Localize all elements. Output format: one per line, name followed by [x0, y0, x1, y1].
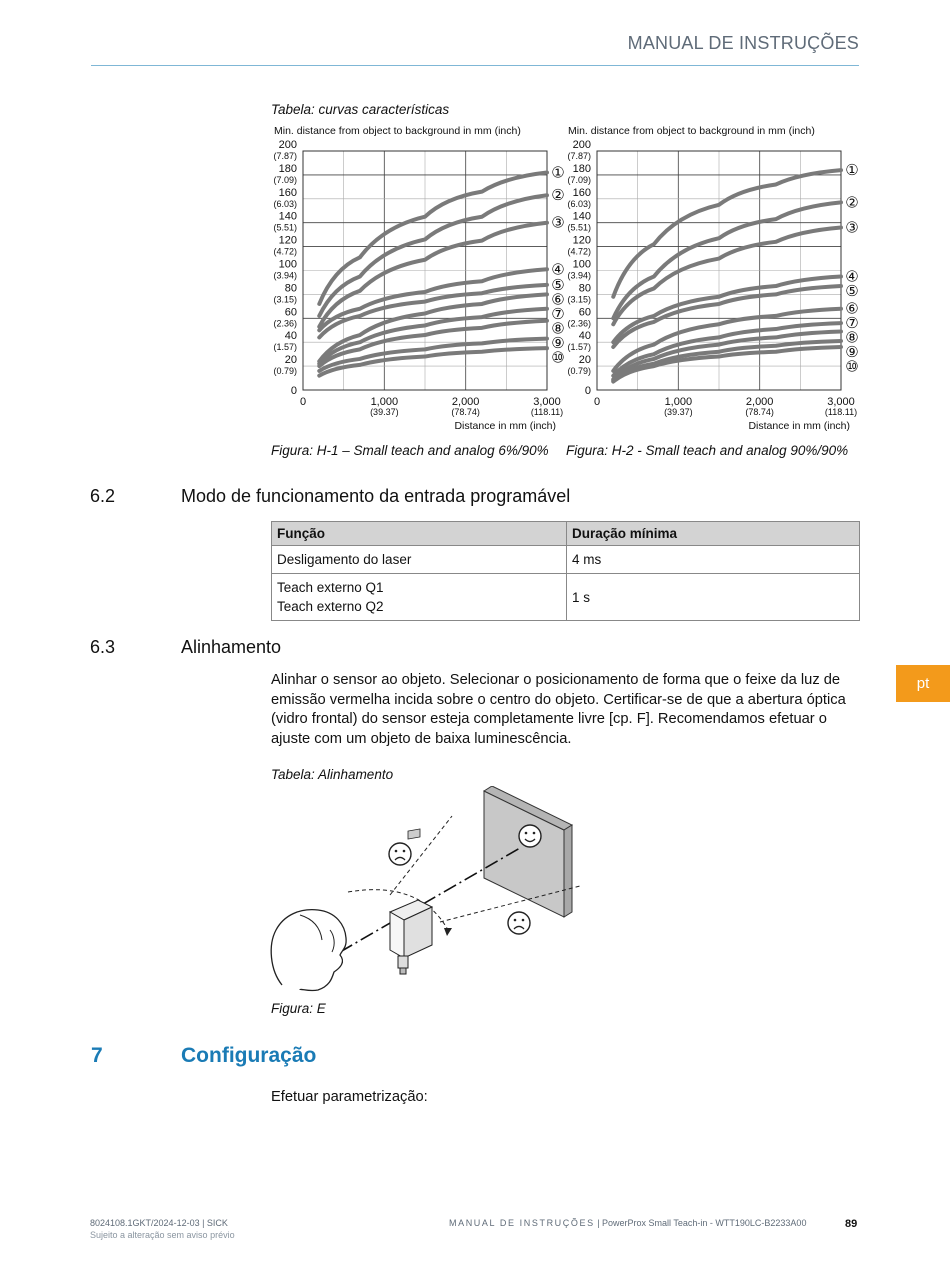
y-tick-inch-label: (5.51) — [273, 222, 297, 233]
y-tick-inch-label: (2.36) — [273, 318, 297, 329]
section-number: 6.3 — [90, 637, 116, 657]
series-label: ⑥ — [845, 300, 859, 318]
x-tick-label: 2,000 — [745, 396, 774, 408]
function-table — [271, 521, 860, 621]
x-tick-label: 1,000 — [370, 396, 399, 408]
y-tick-inch-label: (2.36) — [567, 318, 591, 329]
series-line — [319, 173, 547, 304]
x-tick-label: 1,000 — [664, 396, 693, 408]
table-caption: Tabela: curvas características — [271, 102, 450, 117]
happy-face-icon — [519, 825, 541, 847]
y-tick-inch-label: (3.94) — [567, 270, 591, 281]
y-tick-inch-label: (1.57) — [567, 342, 591, 353]
y-tick-label: 160 — [278, 186, 297, 199]
y-tick-label: 60 — [578, 306, 591, 319]
page-number: 89 — [845, 1218, 858, 1230]
y-tick-inch-label: (0.79) — [567, 366, 591, 377]
y-tick-label: 160 — [572, 186, 591, 199]
x-tick-inch-label: (39.37) — [664, 407, 693, 417]
table-row — [272, 546, 860, 574]
section-title: Alinhamento — [181, 637, 282, 657]
table-cell: 1 s — [567, 574, 860, 621]
y-tick-inch-label: (0.79) — [273, 366, 297, 377]
x-axis-label: Distance in mm (inch) — [454, 420, 556, 432]
series-label: ① — [845, 162, 859, 180]
chapter-text: Efetuar parametrização: — [271, 1089, 428, 1105]
y-tick-label: 200 — [572, 139, 591, 151]
y-tick-inch-label: (4.72) — [273, 246, 297, 257]
footer-doc-id: 8024108.1GKT/2024-12-03 | SICK — [90, 1218, 228, 1228]
x-tick-inch-label: (78.74) — [451, 407, 480, 417]
y-tick-inch-label: (7.87) — [273, 151, 297, 161]
sad-face-icon — [508, 912, 530, 934]
section-title: Modo de funcionamento da entrada programável — [181, 486, 571, 506]
series-label: ⑤ — [845, 282, 859, 300]
table-cell: 4 ms — [567, 546, 860, 574]
x-tick-inch-label: (78.74) — [745, 407, 774, 417]
x-axis-label: Distance in mm (inch) — [748, 420, 850, 432]
y-tick-label: 120 — [278, 234, 297, 247]
alignment-illustration — [266, 786, 586, 996]
alignment-figure-caption: Figura: E — [271, 1001, 326, 1016]
x-tick-inch-label: (39.37) — [370, 407, 399, 417]
series-label: ⑨ — [845, 344, 859, 362]
series-label: ② — [551, 187, 565, 205]
chapter-number: 7 — [91, 1044, 103, 1067]
series-label: ④ — [551, 261, 565, 279]
footer-manual-label: MANUAL DE INSTRUÇÕES — [449, 1218, 595, 1228]
y-tick-label: 0 — [290, 385, 297, 397]
y-tick-inch-label: (3.15) — [567, 294, 591, 305]
y-tick-inch-label: (4.72) — [567, 246, 591, 257]
table-cell-line: Teach externo Q1 — [277, 580, 384, 595]
x-tick-label: 3,000 — [533, 396, 561, 408]
x-tick-inch-label: (118.11) — [824, 407, 858, 417]
y-tick-label: 60 — [284, 306, 297, 319]
figure-caption-h1: Figura: H-1 – Small teach and analog 6%/90% — [271, 443, 549, 458]
series-label: ③ — [845, 219, 859, 237]
x-tick-label: 2,000 — [451, 396, 480, 408]
y-tick-inch-label: (3.94) — [273, 270, 297, 281]
footer-notice: Sujeito a alteração sem aviso prévio — [90, 1230, 235, 1240]
y-tick-inch-label: (1.57) — [273, 342, 297, 353]
table-cell — [272, 574, 567, 621]
y-tick-inch-label: (6.03) — [273, 198, 297, 209]
y-axis-label: Min. distance from object to background in mm (inch) — [568, 125, 815, 137]
series-label: ⑩ — [551, 349, 565, 367]
y-tick-label: 0 — [584, 385, 591, 397]
header-title: MANUAL DE INSTRUÇÕES — [627, 33, 859, 53]
y-tick-label: 80 — [284, 282, 297, 295]
table-header-cell: Duração mínima — [567, 522, 860, 546]
series-label: ⑦ — [551, 305, 565, 323]
y-tick-label: 40 — [284, 330, 297, 343]
x-tick-label: 0 — [593, 396, 601, 408]
sad-face-icon — [389, 843, 411, 865]
series-label: ⑩ — [845, 358, 859, 376]
table-header-cell: Função — [272, 522, 567, 546]
y-tick-label: 140 — [572, 210, 591, 223]
series-label: ⑨ — [551, 334, 565, 352]
series-label: ⑦ — [845, 315, 859, 333]
chapter-title: Configuração — [181, 1044, 317, 1067]
alignment-table-caption: Tabela: Alinhamento — [271, 767, 394, 782]
header-rule — [91, 65, 859, 66]
y-tick-label: 100 — [278, 258, 297, 271]
series-label: ⑧ — [551, 320, 565, 338]
table-cell-line: Teach externo Q2 — [277, 599, 384, 614]
y-tick-label: 80 — [578, 282, 591, 295]
y-tick-inch-label: (7.87) — [567, 151, 591, 161]
y-tick-inch-label: (7.09) — [567, 174, 591, 185]
characteristic-curves-charts — [258, 118, 878, 436]
y-tick-label: 40 — [578, 330, 591, 343]
footer-product: | PowerProx Small Teach-in - WTT190LC-B2233A00 — [594, 1218, 807, 1228]
y-tick-inch-label: (7.09) — [273, 174, 297, 185]
figure-caption-h2: Figura: H-2 - Small teach and analog 90%/90% — [566, 443, 849, 458]
y-tick-label: 180 — [572, 162, 591, 175]
x-tick-label: 0 — [299, 396, 307, 408]
series-label: ③ — [551, 214, 565, 232]
table-header-row — [272, 522, 860, 546]
y-tick-inch-label: (6.03) — [567, 198, 591, 209]
y-tick-label: 140 — [278, 210, 297, 223]
section-number: 6.2 — [90, 486, 116, 506]
series-label: ⑧ — [845, 329, 859, 347]
series-label: ⑥ — [551, 291, 565, 309]
table-row — [272, 574, 860, 621]
y-tick-label: 100 — [572, 258, 591, 271]
y-axis-label: Min. distance from object to background in mm (inch) — [274, 125, 521, 137]
table-cell: Desligamento do laser — [272, 546, 567, 574]
y-tick-label: 200 — [278, 139, 297, 151]
y-tick-label: 180 — [278, 162, 297, 175]
y-tick-label: 20 — [284, 354, 297, 367]
x-tick-inch-label: (118.11) — [530, 407, 564, 417]
language-tab[interactable]: pt — [896, 665, 950, 702]
x-tick-label: 3,000 — [827, 396, 855, 408]
alignment-paragraph: Alinhar o sensor ao objeto. Selecionar o posicionamento de forma que o feixe da luz de emissão vermelha incida sobre o centro do objeto. Certificar-se de que a abertura óptica (vidro frontal) do sensor esteja completamente livre [cp. F]. Recomendamos efetuar o ajuste com um objeto de baixa luminescência. — [271, 672, 846, 747]
series-label: ① — [551, 164, 565, 182]
series-label: ② — [845, 194, 859, 212]
y-tick-label: 120 — [572, 234, 591, 247]
y-tick-label: 20 — [578, 354, 591, 367]
series-label: ⑤ — [551, 276, 565, 294]
person-head-icon — [271, 910, 346, 991]
y-tick-inch-label: (3.15) — [273, 294, 297, 305]
series-label: ④ — [845, 268, 859, 286]
y-tick-inch-label: (5.51) — [567, 222, 591, 233]
footer-center — [449, 1218, 806, 1228]
